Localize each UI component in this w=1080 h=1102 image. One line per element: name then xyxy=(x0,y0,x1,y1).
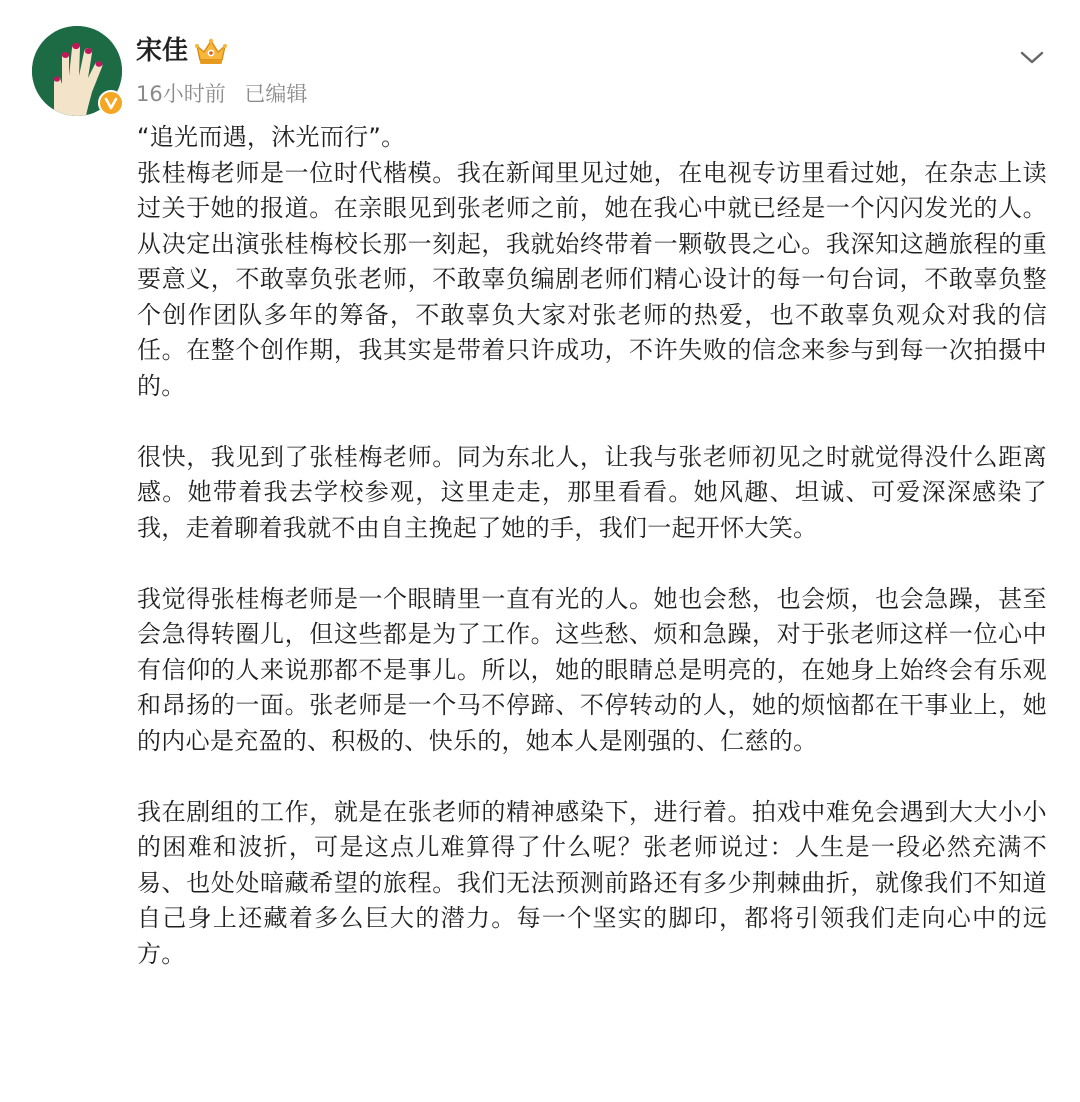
edited-label[interactable]: 已编辑 xyxy=(244,82,308,106)
post-body xyxy=(137,120,1047,972)
paragraph-text: 很快，我见到了张桂梅老师。同为东北人，让我与张老师初见之时就觉得没什么距离感。她带着我去学校参观，这里走走，那里看看。她风趣、坦诚、可爱深深感染了我，走着聊着我就不由自主挽起了她的手，我们一起开怀大笑。 xyxy=(137,442,1047,542)
post-meta xyxy=(136,80,319,108)
author-name[interactable]: 宋佳 xyxy=(136,36,189,66)
post-header xyxy=(32,26,1080,118)
paragraph xyxy=(137,582,1047,760)
verified-v-icon xyxy=(98,90,124,116)
paragraph-text: 我在剧组的工作，就是在张老师的精神感染下，进行着。拍戏中难免会遇到大大小小的困难和波折，可是这点儿难算得了什么呢？张老师说过：人生是一段必然充满不易、也处处暗藏希望的旅程。我们无法预测前路还有多少荆棘曲折，就像我们不知道自己身上还藏着多么巨大的潜力。每一个坚实的脚印，都将引领我们走向心中的远方。 xyxy=(137,797,1047,968)
paragraph xyxy=(137,120,1047,404)
vip-crown-icon[interactable] xyxy=(194,36,228,66)
quote-line: “追光而遇，沐光而行”。 xyxy=(137,123,406,151)
paragraph-text: 张桂梅老师是一位时代楷模。我在新闻里见过她，在电视专访里看过她，在杂志上读过关于她的报道。在亲眼见到张老师之前，她在我心中就已经是一个闪闪发光的人。从决定出演张桂梅校长那一刻起，我就始终带着一颗敬畏之心。我深知这趟旅程的重要意义，不敢辜负张老师，不敢辜负编剧老师们精心设计的每一句台词，不敢辜负整个创作团队多年的筹备，不敢辜负大家对张老师的热爱，也不敢辜负观众对我的信任。在整个创作期，我其实是带着只许成功，不许失败的信念来参与到每一次拍摄中的。 xyxy=(137,158,1047,400)
paragraph xyxy=(137,795,1047,973)
paragraph xyxy=(137,440,1047,547)
post-time[interactable]: 16小时前 xyxy=(136,82,226,106)
paragraph-text: 我觉得张桂梅老师是一个眼睛里一直有光的人。她也会愁，也会烦，也会急躁，甚至会急得转圈儿，但这些都是为了工作。这些愁、烦和急躁，对于张老师这样一位心中有信仰的人来说那都不是事儿。所以，她的眼睛总是明亮的，在她身上始终会有乐观和昂扬的一面。张老师是一个马不停蹄、不停转动的人，她的烦恼都在干事业上，她的内心是充盈的、积极的、快乐的，她本人是刚强的、仁慈的。 xyxy=(137,584,1047,755)
chevron-down-icon[interactable] xyxy=(1018,48,1046,68)
